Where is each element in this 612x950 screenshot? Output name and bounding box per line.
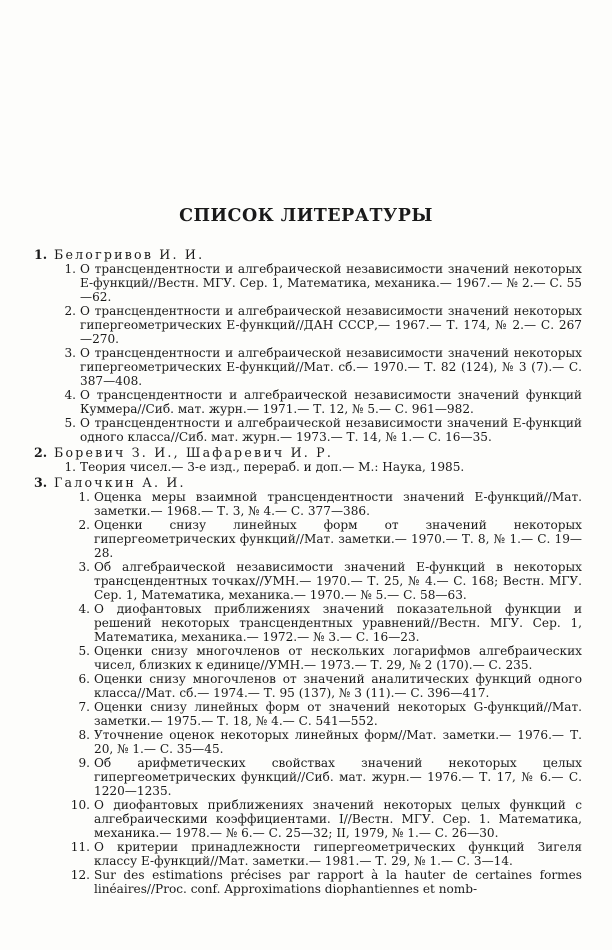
entry-text: О трансцендентности и алгебраической независимости значений некоторых гипергеометрических E-функций//ДАН СССР,— 1967.— Т. 174, № 2.— С. 267—270. (80, 304, 582, 346)
entry-text: О критерии принадлежности гипергеометрических функций Зигеля классу E-функций//Мат. заметки.— 1981.— Т. 29, № 1.— С. 3—14. (94, 840, 582, 868)
entry-number: 4. (64, 388, 76, 402)
author-name: Боревич З. И., Шафаревич И. Р. (54, 445, 334, 460)
entry-text: Оценка меры взаимной трансцендентности значений E-функций//Мат. заметки.— 1968.— Т. 3, № 4.— С. 377—386. (94, 490, 582, 518)
entry-number: 5. (64, 416, 76, 430)
author-heading (34, 248, 582, 262)
bib-entry (34, 700, 582, 728)
entry-text: Оценки снизу многочленов от значений аналитических функций одного класса//Мат. сб.— 1974.— Т. 95 (137), № 3 (11).— С. 396—417. (94, 672, 582, 700)
entry-text: Уточнение оценок некоторых линейных форм//Мат. заметки.— 1976.— Т. 20, № 1.— С. 35—45. (94, 728, 582, 756)
entry-number: 10. (70, 798, 90, 812)
entry-number: 1. (64, 460, 76, 474)
bib-entry (34, 304, 582, 346)
entry-text: О трансцендентности и алгебраической независимости значений E-функций одного класса//Сиб. мат. журн.— 1973.— Т. 14, № 1.— С. 16—35. (80, 416, 582, 444)
bibliography-list (34, 246, 582, 896)
bib-entry (34, 416, 582, 444)
entry-text: Теория чисел.— 3-е изд., перераб. и доп.— М.: Наука, 1985. (80, 460, 465, 474)
entry-text: Об алгебраической независимости значений E-функций в некоторых трансцендентных точках//УМН.— 1970.— Т. 25, № 4.— С. 168; Вестн. МГУ. Сер. 1, Математика, механика.— 1970.— № 5.— С. 58—63. (94, 560, 582, 602)
entry-text: Об арифметических свойствах значений некоторых целых гипергеометрических функций//Сиб. мат. журн.— 1976.— Т. 17, № 6.— С. 1220—1235. (94, 756, 582, 798)
bib-entry (34, 672, 582, 700)
entry-text: Оценки снизу линейных форм от значений некоторых гипергеометрических функций//Мат. заметки.— 1970.— Т. 8, № 1.— С. 19—28. (94, 518, 582, 560)
entry-number: 9. (78, 756, 90, 770)
entry-text: О трансцендентности и алгебраической независимости значений некоторых E-функций//Вестн. МГУ. Сер. 1, Математика, механика.— 1967.— № 2.— С. 55—62. (80, 262, 582, 304)
entry-text: О трансцендентности и алгебраической независимости значений некоторых гипергеометрических E-функций//Мат. сб.— 1970.— Т. 82 (124), № 3 (7).— С. 387—408. (80, 346, 582, 388)
page-title: СПИСОК ЛИТЕРАТУРЫ (179, 206, 433, 226)
bib-entry (34, 346, 582, 388)
bib-entry (34, 560, 582, 602)
author-heading (34, 446, 582, 460)
bib-entry (34, 262, 582, 304)
bib-entry (34, 756, 582, 798)
entry-text: О трансцендентности и алгебраической независимости значений функций Куммера//Сиб. мат. журн.— 1971.— Т. 12, № 5.— С. 961—982. (80, 388, 582, 416)
bib-entry (34, 518, 582, 560)
entry-number: 2. (78, 518, 90, 532)
author-heading (34, 476, 582, 490)
author-number: 2. (34, 445, 48, 460)
bib-entry (34, 388, 582, 416)
author-number: 1. (34, 247, 48, 262)
entry-number: 3. (78, 560, 90, 574)
bib-entry (34, 728, 582, 756)
author-name: Белогривов И. И. (54, 247, 205, 262)
entry-number: 11. (70, 840, 90, 854)
bib-entry (34, 840, 582, 868)
entry-text: Оценки снизу линейных форм от значений некоторых G-функций//Мат. заметки.— 1975.— Т. 18, № 4.— С. 541—552. (94, 700, 582, 728)
bib-entry (34, 868, 582, 896)
entry-number: 1. (64, 262, 76, 276)
bib-entry (34, 798, 582, 840)
entry-text: Оценки снизу многочленов от нескольких логарифмов алгебраических чисел, близких к единице//УМН.— 1973.— Т. 29, № 2 (170).— С. 235. (94, 644, 582, 672)
bib-entry (34, 490, 582, 518)
entry-number: 5. (78, 644, 90, 658)
bib-entry (34, 602, 582, 644)
entry-number: 3. (64, 346, 76, 360)
entry-text: О диофантовых приближениях значений некоторых целых функций с алгебраическими коэффициентами. I//Вестн. МГУ. Сер. 1. Математика, механика.— 1978.— № 6.— С. 25—32; II, 1979, № 1.— С. 26—30. (94, 798, 582, 840)
entry-number: 8. (78, 728, 90, 742)
entry-number: 2. (64, 304, 76, 318)
entry-number: 12. (70, 868, 90, 882)
entry-number: 7. (78, 700, 90, 714)
entry-number: 4. (78, 602, 90, 616)
entry-number: 1. (78, 490, 90, 504)
entry-text: О диофантовых приближениях значений показательной функции и решений некоторых трансцендентных уравнений//Вестн. МГУ. Сер. 1, Математика, механика.— 1972.— № 3.— С. 16—23. (94, 602, 582, 644)
bib-entry (34, 460, 582, 474)
author-number: 3. (34, 475, 48, 490)
bib-entry (34, 644, 582, 672)
entry-text: Sur des estimations précises par rapport à la hauter de certaines formes linéaires//Proc. conf. Approximations diophantiennes et nomb- (94, 868, 582, 896)
entry-number: 6. (78, 672, 90, 686)
author-name: Галочкин А. И. (54, 475, 186, 490)
